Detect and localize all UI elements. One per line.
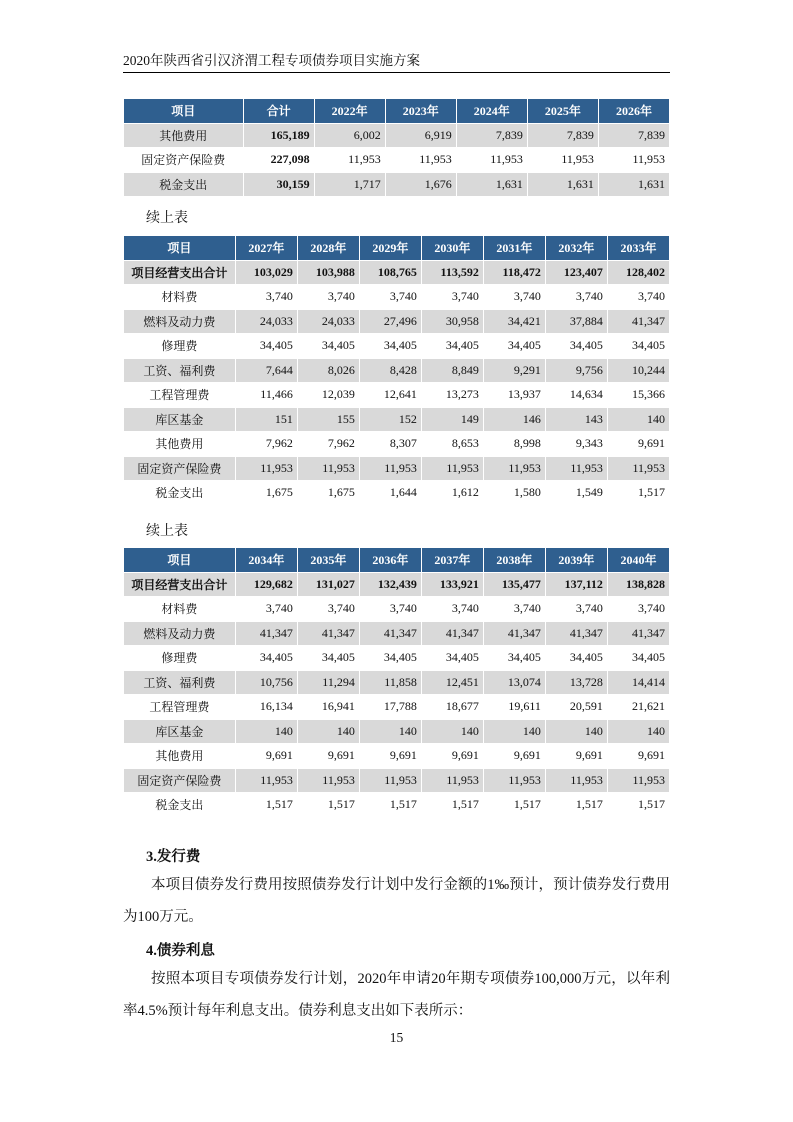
- table-cell: 9,691: [608, 432, 669, 456]
- table-row: [124, 597, 669, 621]
- row-label: 材料费: [124, 285, 235, 309]
- column-header: 2024年: [457, 99, 527, 123]
- table-cell: 21,621: [608, 695, 669, 719]
- table-cell: 9,343: [546, 432, 607, 456]
- table-cell: 34,405: [422, 334, 483, 358]
- table-row: [124, 383, 669, 407]
- row-label: 库区基金: [124, 408, 235, 432]
- column-header-item: 项目: [124, 548, 235, 572]
- table-cell: 1,580: [484, 481, 545, 505]
- table-cell: 11,953: [386, 148, 456, 172]
- table-header-row: [124, 548, 669, 572]
- row-total: 227,098: [244, 148, 314, 172]
- column-header: 2027年: [236, 236, 297, 260]
- column-header: 2030年: [422, 236, 483, 260]
- table-cell: 1,517: [484, 793, 545, 817]
- table-cell: 11,953: [236, 457, 297, 481]
- table-row: [124, 285, 669, 309]
- row-label: 燃料及动力费: [124, 310, 235, 334]
- table-cell: 11,953: [457, 148, 527, 172]
- column-header: 2023年: [386, 99, 456, 123]
- row-label: 税金支出: [124, 481, 235, 505]
- table-cell: 11,953: [484, 769, 545, 793]
- column-header: 2040年: [608, 548, 669, 572]
- table-cell: 11,953: [608, 769, 669, 793]
- row-label: 其他费用: [124, 432, 235, 456]
- table-row: [124, 622, 669, 646]
- table-cell: 9,691: [236, 744, 297, 768]
- table-cell: 30,958: [422, 310, 483, 334]
- table-cell: 103,988: [298, 261, 359, 285]
- table-cell: 131,027: [298, 573, 359, 597]
- table-row: [124, 310, 669, 334]
- table-row: [124, 720, 669, 744]
- table-cell: 7,839: [528, 124, 598, 148]
- table-cell: 9,691: [298, 744, 359, 768]
- table-cell: 1,517: [608, 793, 669, 817]
- table-cell: 41,347: [608, 310, 669, 334]
- table-cell: 14,634: [546, 383, 607, 407]
- table-cell: 11,953: [422, 769, 483, 793]
- table-row: [124, 432, 669, 456]
- table-cell: 13,074: [484, 671, 545, 695]
- table-caption-continued: 续上表: [146, 211, 188, 226]
- table-cell: 103,029: [236, 261, 297, 285]
- column-header: 2038年: [484, 548, 545, 572]
- table-cell: 20,591: [546, 695, 607, 719]
- table-cell: 143: [546, 408, 607, 432]
- table-cell: 9,691: [422, 744, 483, 768]
- table-cell: 11,858: [360, 671, 421, 695]
- table-cell: 41,347: [360, 622, 421, 646]
- table-cell: 7,839: [599, 124, 669, 148]
- table-cell: 128,402: [608, 261, 669, 285]
- column-header: 2035年: [298, 548, 359, 572]
- table-row: [124, 124, 669, 148]
- table-header-row: [124, 99, 669, 123]
- row-label: 库区基金: [124, 720, 235, 744]
- table-cell: 9,691: [546, 744, 607, 768]
- table-cell: 1,717: [315, 173, 385, 197]
- column-header: 2034年: [236, 548, 297, 572]
- table-header-row: [124, 236, 669, 260]
- row-label: 固定资产保险费: [124, 148, 243, 172]
- table-cell: 3,740: [608, 597, 669, 621]
- table-cell: 137,112: [546, 573, 607, 597]
- table-row: [124, 261, 669, 285]
- table-cell: 11,294: [298, 671, 359, 695]
- table-cell: 3,740: [236, 285, 297, 309]
- table-cell: 140: [360, 720, 421, 744]
- row-label: 修理费: [124, 646, 235, 670]
- row-label: 税金支出: [124, 793, 235, 817]
- row-label: 修理费: [124, 334, 235, 358]
- table-cell: 7,962: [236, 432, 297, 456]
- column-header-item: 项目: [124, 99, 243, 123]
- table-cell: 8,653: [422, 432, 483, 456]
- column-header: 2028年: [298, 236, 359, 260]
- column-header: 2029年: [360, 236, 421, 260]
- table-cell: 152: [360, 408, 421, 432]
- table-cell: 1,631: [528, 173, 598, 197]
- table-cell: 34,405: [546, 646, 607, 670]
- table-cell: 3,740: [298, 285, 359, 309]
- table-cell: 41,347: [236, 622, 297, 646]
- table-row: [124, 359, 669, 383]
- row-label: 固定资产保险费: [124, 769, 235, 793]
- table-cell: 3,740: [360, 285, 421, 309]
- table-caption-continued: 续上表: [146, 524, 188, 539]
- table-cell: 1,631: [599, 173, 669, 197]
- table-cell: 1,549: [546, 481, 607, 505]
- table-cell: 3,740: [298, 597, 359, 621]
- row-total: 165,189: [244, 124, 314, 148]
- table-cell: 18,677: [422, 695, 483, 719]
- row-total: 30,159: [244, 173, 314, 197]
- row-label: 其他费用: [124, 744, 235, 768]
- table-cell: 132,439: [360, 573, 421, 597]
- table-cell: 11,953: [608, 457, 669, 481]
- table-cell: 10,244: [608, 359, 669, 383]
- table-cell: 11,953: [422, 457, 483, 481]
- table-cell: 1,517: [608, 481, 669, 505]
- table-row: [124, 334, 669, 358]
- table-cell: 1,631: [457, 173, 527, 197]
- table-row: [124, 646, 669, 670]
- table-cell: 12,451: [422, 671, 483, 695]
- table-cell: 8,849: [422, 359, 483, 383]
- column-header: 2022年: [315, 99, 385, 123]
- table-cell: 34,405: [484, 646, 545, 670]
- header-rule: [123, 72, 670, 73]
- table-row: [124, 408, 669, 432]
- table-cell: 27,496: [360, 310, 421, 334]
- table-cell: 11,953: [360, 769, 421, 793]
- table-cell: 8,998: [484, 432, 545, 456]
- table-cell: 13,937: [484, 383, 545, 407]
- table-cell: 9,691: [608, 744, 669, 768]
- table-cell: 7,644: [236, 359, 297, 383]
- table-cell: 155: [298, 408, 359, 432]
- table-cell: 10,756: [236, 671, 297, 695]
- table-cell: 34,405: [298, 646, 359, 670]
- row-label: 工资、福利费: [124, 359, 235, 383]
- table-cell: 146: [484, 408, 545, 432]
- table-cell: 11,953: [298, 769, 359, 793]
- table-cell: 7,839: [457, 124, 527, 148]
- row-label: 项目经营支出合计: [124, 261, 235, 285]
- row-label: 燃料及动力费: [124, 622, 235, 646]
- table-cell: 1,675: [298, 481, 359, 505]
- table-cell: 140: [422, 720, 483, 744]
- table-cell: 11,953: [546, 769, 607, 793]
- table-cell: 140: [608, 720, 669, 744]
- table-cell: 113,592: [422, 261, 483, 285]
- table-cell: 34,405: [298, 334, 359, 358]
- table-cell: 41,347: [608, 622, 669, 646]
- table-cell: 3,740: [546, 285, 607, 309]
- table-cell: 34,405: [360, 334, 421, 358]
- table-cell: 138,828: [608, 573, 669, 597]
- table-cell: 13,728: [546, 671, 607, 695]
- table-cell: 140: [298, 720, 359, 744]
- table-row: [124, 744, 669, 768]
- row-label: 工程管理费: [124, 695, 235, 719]
- expense-table-2022-2026: [123, 98, 670, 197]
- column-header: 合计: [244, 99, 314, 123]
- column-header: 2031年: [484, 236, 545, 260]
- table-row: [124, 769, 669, 793]
- row-label: 其他费用: [124, 124, 243, 148]
- table-row: [124, 695, 669, 719]
- table-cell: 34,405: [360, 646, 421, 670]
- table-cell: 11,953: [528, 148, 598, 172]
- column-header: 2033年: [608, 236, 669, 260]
- table-cell: 3,740: [236, 597, 297, 621]
- row-label: 项目经营支出合计: [124, 573, 235, 597]
- table-row: [124, 148, 669, 172]
- table-cell: 3,740: [484, 285, 545, 309]
- table-cell: 149: [422, 408, 483, 432]
- table-cell: 151: [236, 408, 297, 432]
- table-cell: 11,953: [315, 148, 385, 172]
- expense-table-2034-2040: [123, 547, 670, 818]
- table-cell: 12,039: [298, 383, 359, 407]
- table-cell: 1,517: [422, 793, 483, 817]
- row-label: 材料费: [124, 597, 235, 621]
- table-cell: 15,366: [608, 383, 669, 407]
- table-cell: 11,953: [298, 457, 359, 481]
- table-cell: 41,347: [484, 622, 545, 646]
- column-header: 2025年: [528, 99, 598, 123]
- table-cell: 8,307: [360, 432, 421, 456]
- table-cell: 1,517: [546, 793, 607, 817]
- table-cell: 1,675: [236, 481, 297, 505]
- table-row: [124, 173, 669, 197]
- row-label: 工程管理费: [124, 383, 235, 407]
- table-cell: 3,740: [360, 597, 421, 621]
- table-cell: 34,405: [484, 334, 545, 358]
- table-cell: 1,676: [386, 173, 456, 197]
- table-cell: 135,477: [484, 573, 545, 597]
- table-cell: 17,788: [360, 695, 421, 719]
- table-cell: 9,756: [546, 359, 607, 383]
- table-row: [124, 793, 669, 817]
- column-header: 2039年: [546, 548, 607, 572]
- table-cell: 1,644: [360, 481, 421, 505]
- table-cell: 3,740: [608, 285, 669, 309]
- section-heading-issuance-fee: 3.发行费: [146, 849, 201, 865]
- table-cell: 24,033: [236, 310, 297, 334]
- table-cell: 34,405: [236, 646, 297, 670]
- table-cell: 1,517: [236, 793, 297, 817]
- table-cell: 41,347: [422, 622, 483, 646]
- table-cell: 140: [546, 720, 607, 744]
- table-cell: 16,134: [236, 695, 297, 719]
- table-cell: 3,740: [422, 597, 483, 621]
- column-header: 2026年: [599, 99, 669, 123]
- table-cell: 34,405: [608, 334, 669, 358]
- column-header: 2037年: [422, 548, 483, 572]
- table-cell: 9,691: [484, 744, 545, 768]
- table-cell: 133,921: [422, 573, 483, 597]
- row-label: 税金支出: [124, 173, 243, 197]
- table-cell: 19,611: [484, 695, 545, 719]
- table-cell: 123,407: [546, 261, 607, 285]
- table-cell: 1,612: [422, 481, 483, 505]
- table-cell: 3,740: [484, 597, 545, 621]
- table-row: [124, 671, 669, 695]
- table-cell: 129,682: [236, 573, 297, 597]
- table-cell: 34,421: [484, 310, 545, 334]
- table-cell: 3,740: [546, 597, 607, 621]
- table-cell: 34,405: [546, 334, 607, 358]
- column-header: 2032年: [546, 236, 607, 260]
- table-row: [124, 481, 669, 505]
- row-label: 工资、福利费: [124, 671, 235, 695]
- expense-table-2027-2033: [123, 235, 670, 506]
- table-cell: 34,405: [236, 334, 297, 358]
- table-cell: 16,941: [298, 695, 359, 719]
- table-cell: 7,962: [298, 432, 359, 456]
- table-cell: 11,953: [484, 457, 545, 481]
- page-number: 15: [389, 1030, 404, 1045]
- column-header-item: 项目: [124, 236, 235, 260]
- page-header: 2020年陕西省引汉济渭工程专项债券项目实施方案: [123, 53, 420, 68]
- column-header: 2036年: [360, 548, 421, 572]
- table-cell: 37,884: [546, 310, 607, 334]
- table-cell: 11,953: [236, 769, 297, 793]
- table-cell: 140: [236, 720, 297, 744]
- table-cell: 1,517: [298, 793, 359, 817]
- table-cell: 8,428: [360, 359, 421, 383]
- paragraph-bond-interest: 按照本项目专项债券发行计划，2020年申请20年期专项债券100,000万元，以年利率4.5%预计每年利息支出。债券利息支出如下表所示：: [123, 971, 670, 1019]
- table-cell: 34,405: [608, 646, 669, 670]
- paragraph-issuance-fee: 本项目债券发行费用按照债券发行计划中发行金额的1‰预计，预计债券发行费用为100万元。: [123, 877, 670, 925]
- table-cell: 108,765: [360, 261, 421, 285]
- table-cell: 118,472: [484, 261, 545, 285]
- table-cell: 140: [484, 720, 545, 744]
- table-row: [124, 457, 669, 481]
- table-cell: 1,517: [360, 793, 421, 817]
- table-cell: 9,691: [360, 744, 421, 768]
- table-cell: 3,740: [422, 285, 483, 309]
- table-cell: 11,466: [236, 383, 297, 407]
- table-cell: 34,405: [422, 646, 483, 670]
- table-cell: 11,953: [546, 457, 607, 481]
- section-heading-bond-interest: 4.债券利息: [146, 943, 215, 959]
- table-cell: 140: [608, 408, 669, 432]
- table-row: [124, 573, 669, 597]
- table-cell: 14,414: [608, 671, 669, 695]
- table-cell: 6,919: [386, 124, 456, 148]
- table-cell: 12,641: [360, 383, 421, 407]
- table-cell: 11,953: [360, 457, 421, 481]
- table-cell: 24,033: [298, 310, 359, 334]
- row-label: 固定资产保险费: [124, 457, 235, 481]
- table-cell: 8,026: [298, 359, 359, 383]
- table-cell: 9,291: [484, 359, 545, 383]
- table-cell: 11,953: [599, 148, 669, 172]
- table-cell: 13,273: [422, 383, 483, 407]
- table-cell: 41,347: [546, 622, 607, 646]
- table-cell: 41,347: [298, 622, 359, 646]
- table-cell: 6,002: [315, 124, 385, 148]
